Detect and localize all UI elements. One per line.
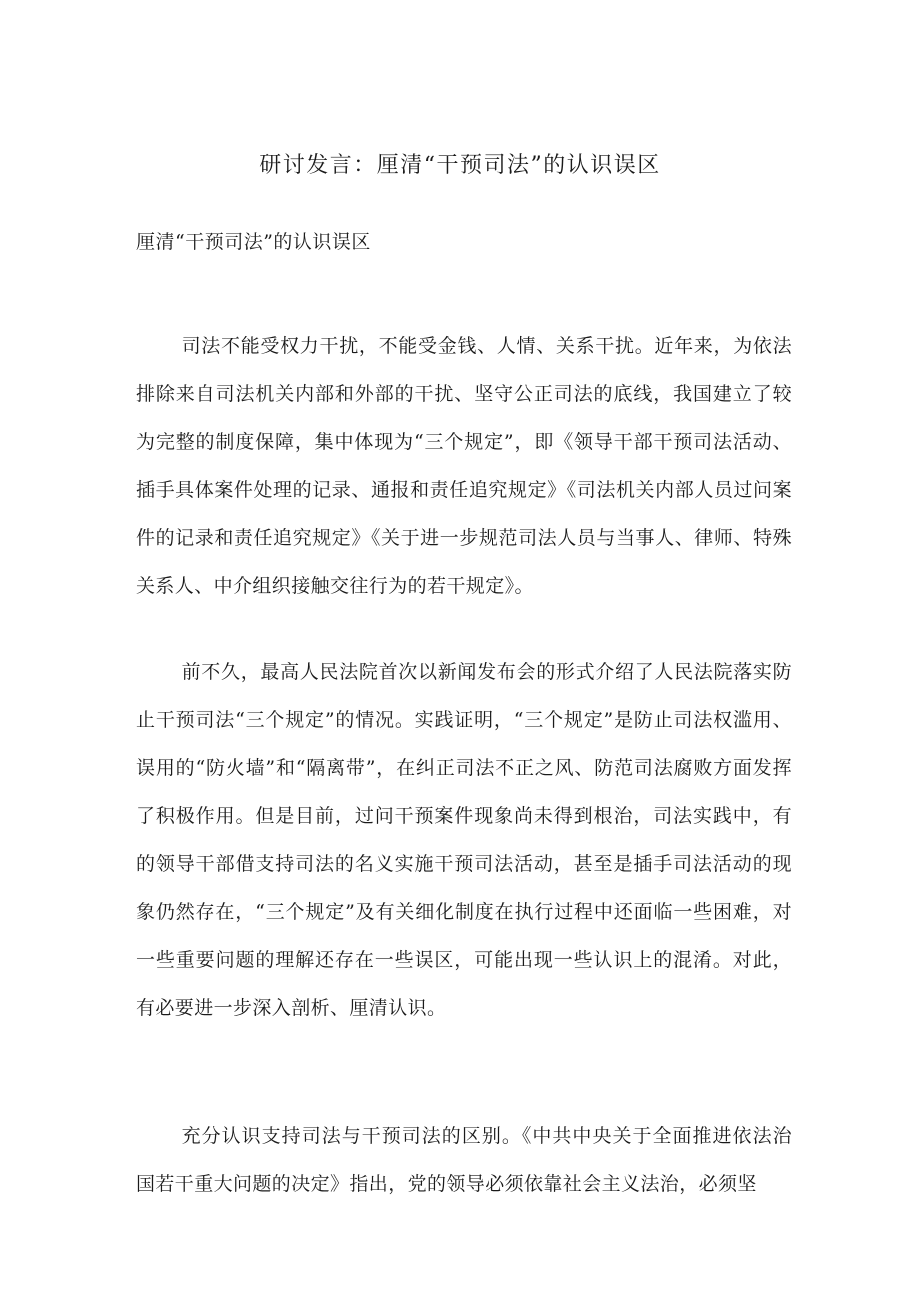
paragraph-2: 前不久，最高人民法院首次以新闻发布会的形式介绍了人民法院落实防止干预司法“三个规定”的情况。实践证明，“三个规定”是防止司法权滥用、误用的“防火墙”和“隔离带”，在纠正司法不正之风、防范司法腐败方面发挥了积极作用。但是目前，过问干预案件现象尚未得到根治，司法实践中，有的领导干部借支持司法的名义实施干预司法活动，甚至是插手司法活动的现象仍然存在，“三个规定”及有关细化制度在执行过程中还面临一些困难，对一些重要问题的理解还存在一些误区，可能出现一些认识上的混淆。对此，有必要进一步深入剖析、厘清认识。	[136, 661, 792, 1019]
document-title: 研讨发言：厘清“干预司法”的认识误区	[259, 153, 661, 178]
document-subtitle: 厘清“干预司法”的认识误区	[136, 231, 371, 253]
paragraph-3: 充分认识支持司法与干预司法的区别。《中共中央关于全面推进依法治国若干重大问题的决定》指出，党的领导必须依靠社会主义法治，必须坚	[136, 1125, 792, 1195]
paragraph-1: 司法不能受权力干扰，不能受金钱、人情、关系干扰。近年来，为依法排除来自司法机关内部和外部的干扰、坚守公正司法的底线，我国建立了较为完整的制度保障，集中体现为“三个规定”，即《领导干部干预司法活动、插手具体案件处理的记录、通报和责任追究规定》《司法机关内部人员过问案件的记录和责任追究规定》《关于进一步规范司法人员与当事人、律师、特殊关系人、中介组织接触交往行为的若干规定》。	[136, 335, 792, 597]
